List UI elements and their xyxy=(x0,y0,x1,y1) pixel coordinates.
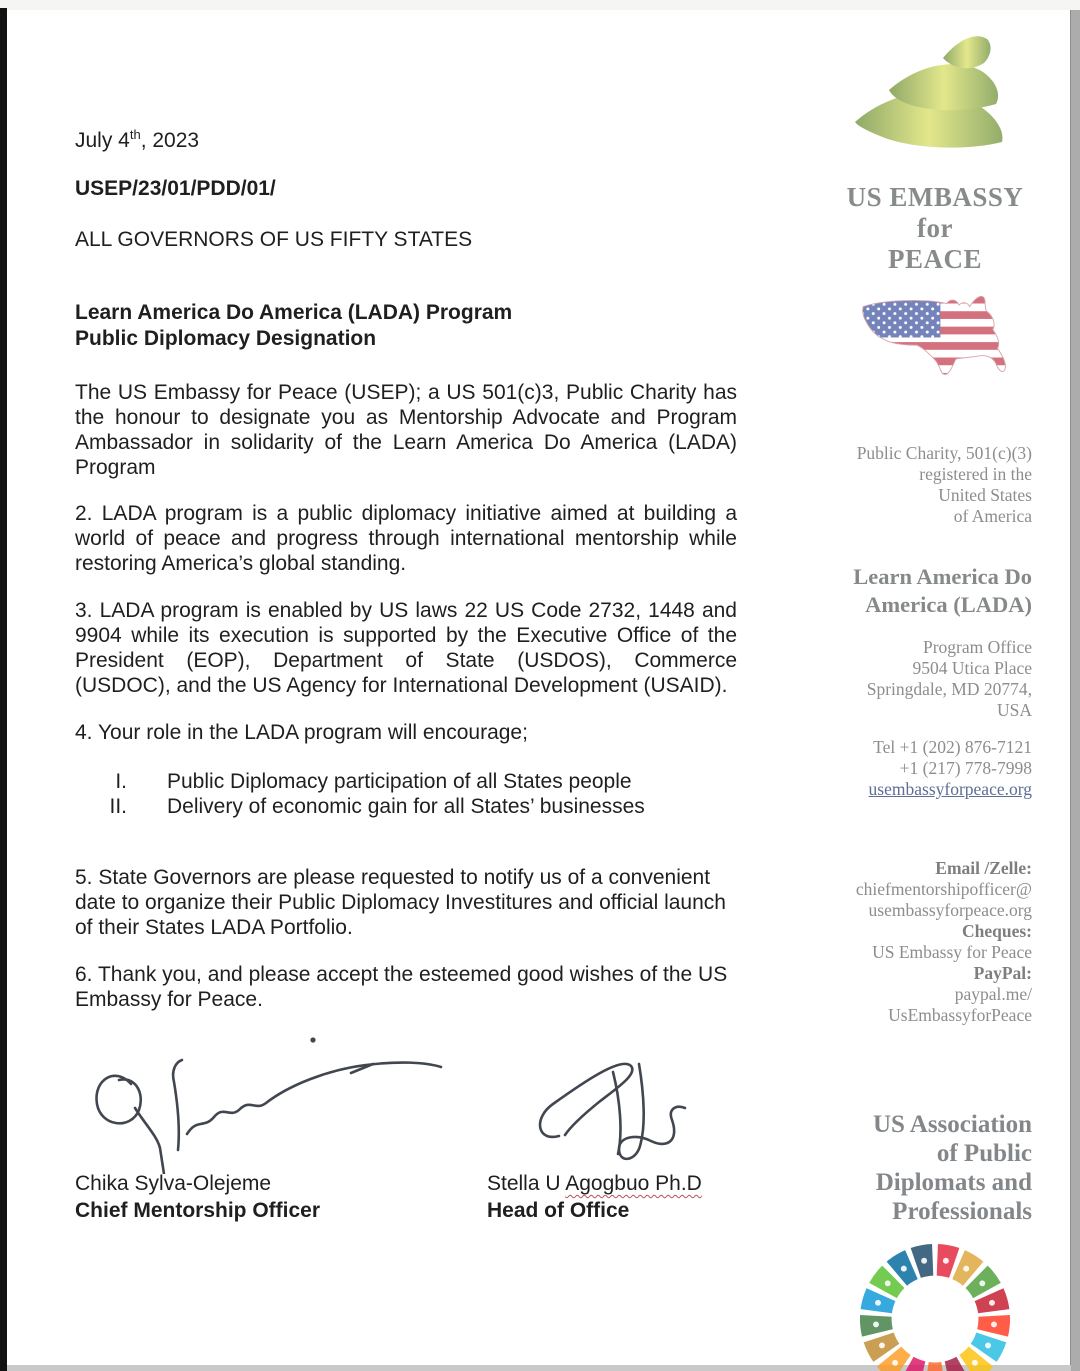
association-line: Diplomats and xyxy=(875,1169,1032,1196)
lada-heading-line: Learn America Do xyxy=(853,564,1032,589)
addressee-line: ALL GOVERNORS OF US FIFTY STATES xyxy=(75,228,473,251)
phone-number: Tel +1 (202) 876-7121 xyxy=(873,737,1032,757)
list-item-text: Public Diplomacy participation of all States people xyxy=(167,770,632,793)
signature-area xyxy=(75,1024,737,1166)
program-office-address xyxy=(838,637,1032,721)
signatory-title: Chief Mentorship Officer xyxy=(75,1199,321,1222)
phone-number: +1 (217) 778-7998 xyxy=(899,758,1032,778)
signatory-name: Chika Sylva-Olejeme xyxy=(75,1172,272,1195)
charity-registration xyxy=(838,443,1032,527)
association-line: Professionals xyxy=(892,1198,1032,1225)
subject-heading xyxy=(75,300,737,352)
signatory-name: Stella U Agogbuo Ph.D xyxy=(487,1172,702,1195)
list-item-text: Delivery of economic gain for all States’ businesses xyxy=(167,795,645,818)
list-numeral: II. xyxy=(109,795,127,818)
email-address-line: usembassyforpeace.org xyxy=(868,900,1032,920)
leaf-logo-icon xyxy=(849,28,1021,176)
email-zelle-label: Email /Zelle: xyxy=(935,858,1032,878)
org-name-line-2: PEACE xyxy=(887,244,982,274)
cheques-payee: US Embassy for Peace xyxy=(872,942,1032,962)
association-line: of Public xyxy=(936,1140,1032,1167)
photo-edge-right xyxy=(1070,10,1080,1371)
email-address-line: chiefmentorshipofficer@ xyxy=(855,879,1032,899)
paypal-label: PayPal: xyxy=(973,963,1032,983)
list-item xyxy=(75,769,737,794)
reference-number: USEP/23/01/PDD/01/ xyxy=(75,177,276,200)
list-item xyxy=(75,794,737,819)
signatory-title: Head of Office xyxy=(487,1199,630,1222)
lada-heading-line: America (LADA) xyxy=(865,592,1032,617)
address-line: Program Office xyxy=(922,637,1032,657)
letter-date: July 4th, 2023 xyxy=(75,127,200,152)
contact-payment-block xyxy=(838,858,1032,1026)
letterhead-sidebar xyxy=(838,28,1032,1371)
address-line: USA xyxy=(996,700,1032,720)
association-heading xyxy=(838,1110,1032,1226)
roman-numeral-list xyxy=(75,769,737,819)
list-numeral: I. xyxy=(115,770,127,793)
paragraph-4: 4. Your role in the LADA program will encourage; xyxy=(75,721,528,744)
signature-stella xyxy=(525,1042,745,1174)
usa-flag-map-icon xyxy=(854,287,1016,391)
lada-program-heading xyxy=(838,563,1032,619)
org-name xyxy=(838,182,1032,275)
charity-line: of America xyxy=(953,506,1032,526)
address-line: Springdale, MD 20774, xyxy=(866,679,1032,699)
address-line: 9504 Utica Place xyxy=(912,658,1032,678)
cheques-label: Cheques: xyxy=(961,921,1032,941)
signature-chika xyxy=(85,1024,465,1174)
paypal-line: UsEmbassyforPeace xyxy=(888,1005,1032,1025)
org-name-line-1: US EMBASSY for xyxy=(846,182,1024,243)
website-link[interactable]: usembassyforpeace.org xyxy=(868,779,1032,799)
paragraph-3: 3. LADA program is enabled by US laws 22 US Code 2732, 1448 and 9904 while its execution is supported by the Executive Office of the President (EOP), Department of State (USDOS), Commerce (USDOC), and the US Agency for International Development (USAID). xyxy=(75,599,737,697)
charity-line: registered in the xyxy=(919,464,1032,484)
paragraph-2: 2. LADA program is a public diplomacy initiative aimed at building a world of peace and progress through international mentorship while restoring America’s global standing. xyxy=(75,502,737,575)
paragraph-5: 5. State Governors are please requested to notify us of a convenient date to organize their Public Diplomacy Investitures and official launch of their States LADA Portfolio. xyxy=(75,866,726,939)
sdg-wheel-icon xyxy=(856,1240,1014,1371)
charity-line: United States xyxy=(938,485,1032,505)
photo-edge-left xyxy=(0,8,7,1371)
signatory-right xyxy=(487,1170,702,1224)
paypal-line: paypal.me/ xyxy=(954,984,1032,1004)
paragraph-1: The US Embassy for Peace (USEP); a US 501(c)3, Public Charity has the honour to designate you as Mentorship Advocate and Program Ambassador in solidarity of the Learn America Do America (LADA) Program xyxy=(75,381,737,479)
signatory-names xyxy=(75,1170,737,1224)
signatory-left xyxy=(75,1170,487,1224)
paragraph-6: 6. Thank you, and please accept the esteemed good wishes of the US Embassy for Peace. xyxy=(75,963,728,1011)
spellcheck-underline: Agogbuo Ph.D xyxy=(565,1172,702,1195)
charity-line: Public Charity, 501(c)(3) xyxy=(856,443,1032,463)
photo-edge-top xyxy=(0,0,1080,10)
association-line: US Association xyxy=(872,1111,1032,1138)
letter-body xyxy=(75,128,737,1224)
subject-line-2: Public Diplomacy Designation xyxy=(75,327,377,350)
telephone-block xyxy=(838,737,1032,800)
subject-line-1: Learn America Do America (LADA) Program xyxy=(75,301,513,324)
